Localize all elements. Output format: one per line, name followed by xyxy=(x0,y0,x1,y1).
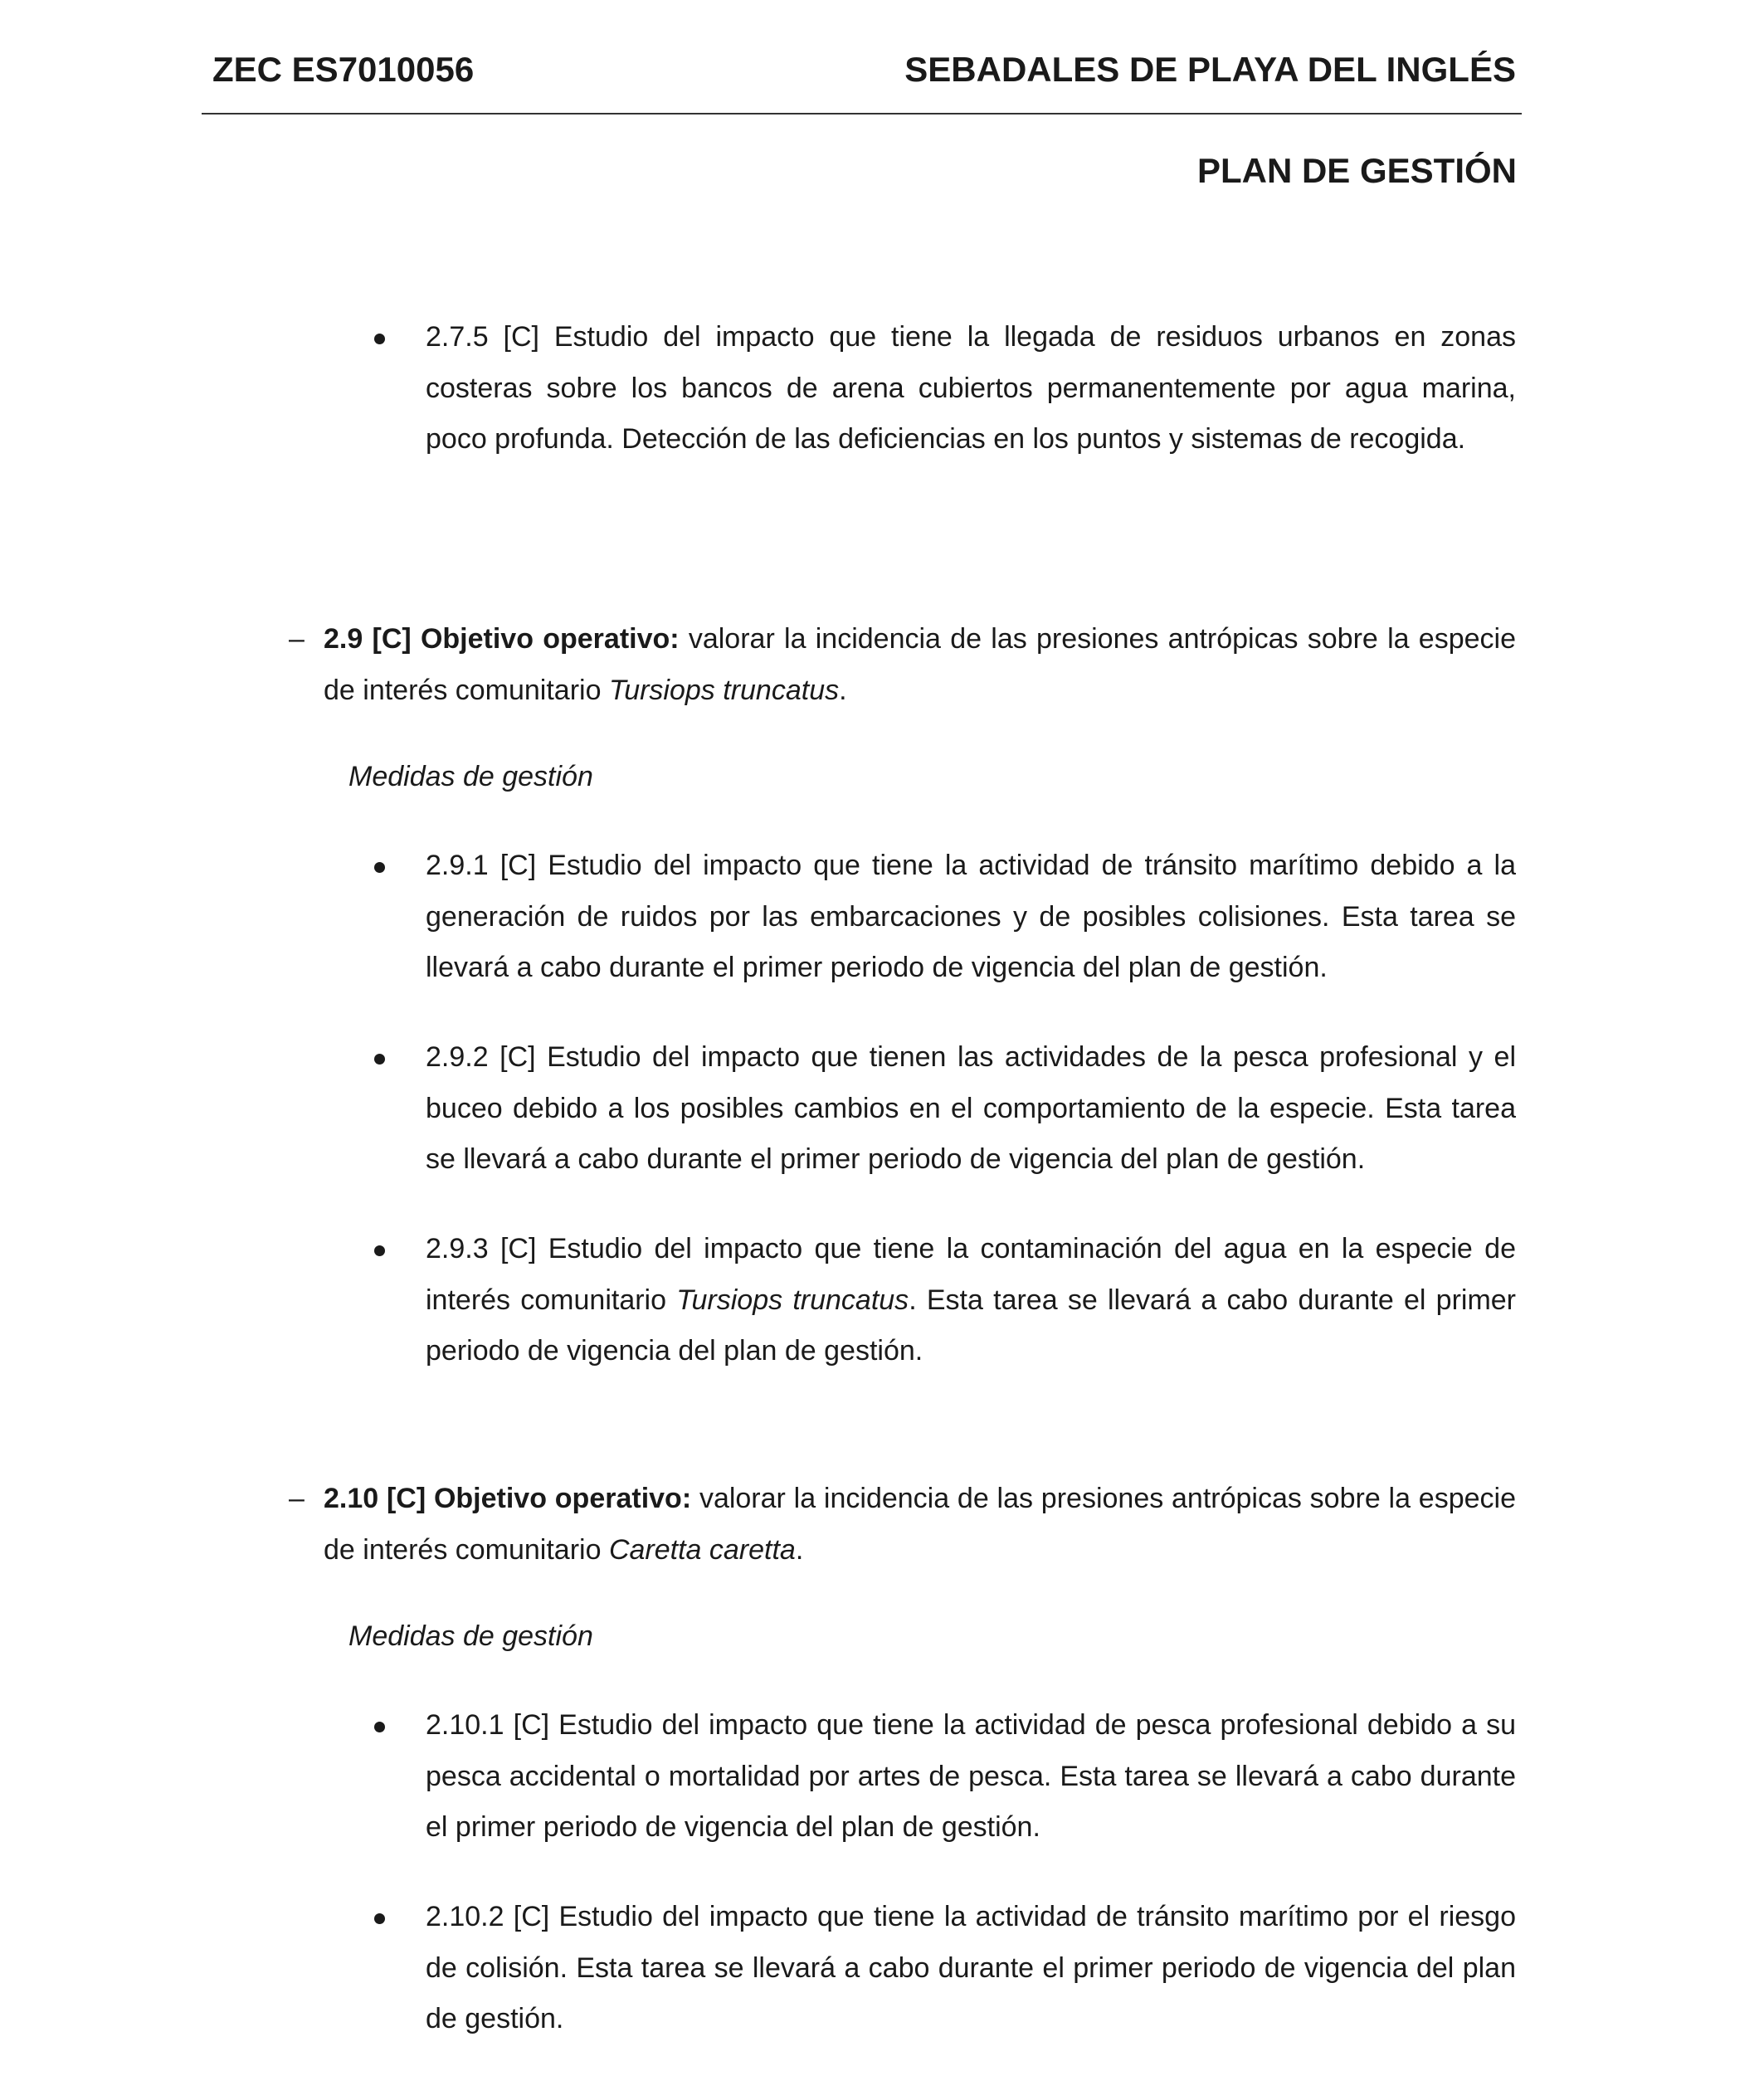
objective-description: valorar la incidencia de las presiones antrópicas sobre la especie de interés comunitario xyxy=(324,623,1516,706)
measures-heading: Medidas de gestión xyxy=(348,1620,593,1652)
measure-text: 2.10.1 [C] Estudio del impacto que tiene la actividad de pesca profesional debido a su pesca accidental o mortalidad por artes de pesca. Esta tarea se llevará a cabo durante el primer periodo de vigencia del plan de gestión. xyxy=(426,1709,1516,1843)
measure-text-before: 2.9.3 [C] Estudio del impacto que tiene la contaminación del agua en la especie de interés comunitario xyxy=(426,1233,1516,1316)
bullet-icon xyxy=(374,862,385,873)
objective-2-9 xyxy=(289,614,1516,716)
objective-label: 2.9 [C] Objetivo operativo: xyxy=(324,623,680,655)
measure-text-after: . Esta tarea se llevará a cabo durante el primer periodo de vigencia del plan de gestión. xyxy=(426,1284,1517,1367)
measure-text: 2.9.2 [C] Estudio del impacto que tienen las actividades de la pesca profesional y el buceo debido a los posibles cambios en el comportamiento de la especie. Esta tarea se llevará a cabo durante el primer periodo de vigencia del plan de gestión. xyxy=(426,1041,1516,1175)
dash-bullet-icon: – xyxy=(289,623,305,655)
bullet-icon xyxy=(374,334,385,344)
dash-bullet-icon: – xyxy=(289,1483,305,1514)
measure-2-10-2 xyxy=(426,1892,1516,2045)
measure-text: 2.10.2 [C] Estudio del impacto que tiene la actividad de tránsito marítimo por el riesgo de colisión. Esta tarea se llevará a cabo durante el primer periodo de vigencia del plan de gestión. xyxy=(426,1901,1516,2034)
objective-label: 2.10 [C] Objetivo operativo: xyxy=(324,1483,692,1514)
measures-heading: Medidas de gestión xyxy=(348,761,593,792)
measure-2-7-5 xyxy=(426,312,1516,465)
measure-2-10-1 xyxy=(426,1700,1516,1854)
measure-2-9-1 xyxy=(426,840,1516,994)
header-divider xyxy=(202,113,1522,115)
measure-text xyxy=(426,1224,1516,1377)
objective-description: valorar la incidencia de las presiones antrópicas sobre la especie de interés comunitario xyxy=(324,1483,1516,1566)
bullet-icon xyxy=(374,1245,385,1256)
bullet-icon xyxy=(374,1913,385,1924)
measure-2-9-2 xyxy=(426,1032,1516,1186)
measure-text: 2.9.1 [C] Estudio del impacto que tiene la actividad de tránsito marítimo debido a la generación de ruidos por las embarcaciones y de posibles colisiones. Esta tarea se llevará a cabo durante el primer periodo de vigencia del plan de gestión. xyxy=(426,850,1516,983)
objective-text xyxy=(324,614,1516,716)
document-subtitle: PLAN DE GESTIÓN xyxy=(1196,151,1517,190)
species-name: Tursiops truncatus xyxy=(676,1284,909,1316)
measure-2-9-3 xyxy=(426,1224,1516,1377)
objective-text xyxy=(324,1474,1516,1576)
bullet-icon xyxy=(374,1722,385,1732)
species-name: Caretta caretta xyxy=(608,1533,796,1566)
page-header xyxy=(202,48,1516,100)
species-name: Tursiops truncatus xyxy=(608,674,840,706)
site-code: ZEC ES7010056 xyxy=(212,50,475,89)
objective-end: . xyxy=(839,674,847,706)
site-name: SEBADALES DE PLAYA DEL INGLÉS xyxy=(904,50,1516,89)
measure-text: 2.7.5 [C] Estudio del impacto que tiene la llegada de residuos urbanos en zonas costeras sobre los bancos de arena cubiertos permanentemente por agua marina, poco profunda. Detección de las deficiencias en los puntos y sistemas de recogida. xyxy=(426,321,1516,455)
objective-end: . xyxy=(795,1533,804,1566)
bullet-icon xyxy=(374,1054,385,1065)
objective-2-10 xyxy=(289,1474,1516,1576)
